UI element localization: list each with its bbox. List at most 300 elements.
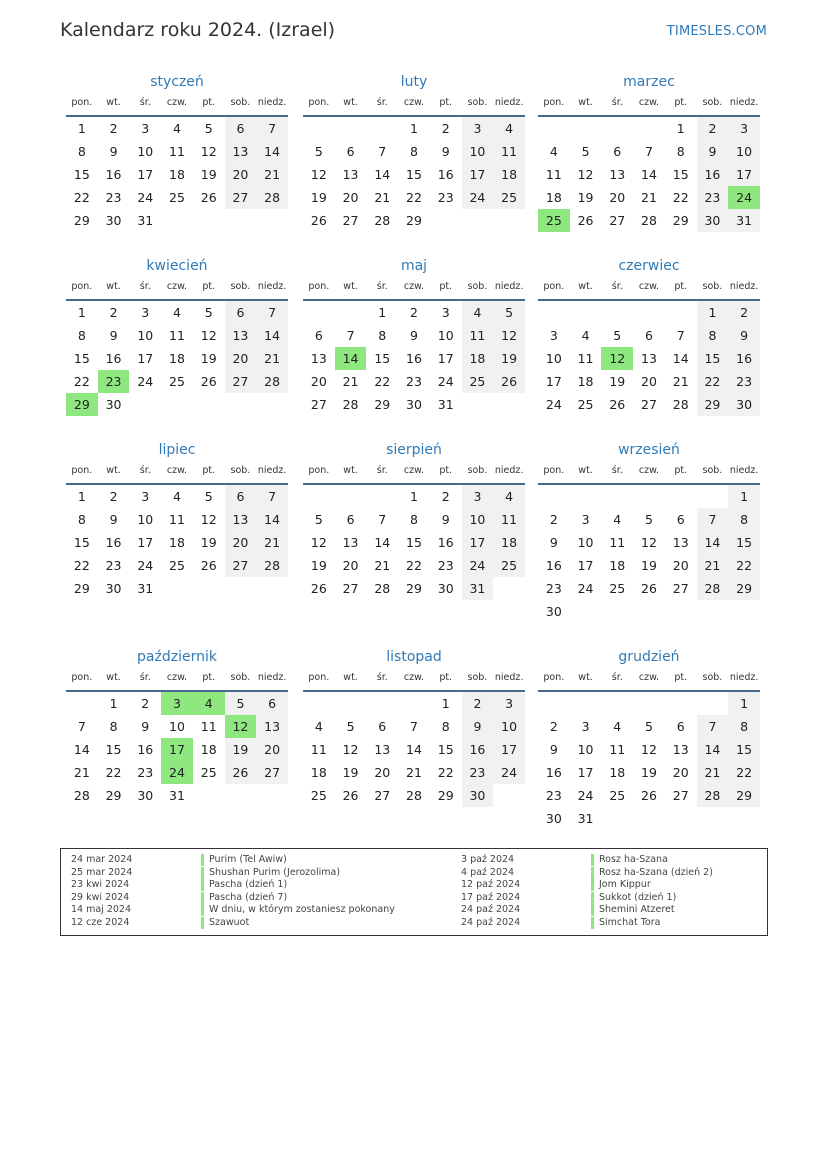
day-cell: 10 (169, 719, 185, 734)
day-cell: 31 (462, 577, 494, 600)
day-cell: 26 (609, 397, 626, 412)
day-grid (66, 117, 288, 232)
day-cell: 30 (545, 604, 562, 619)
day-cell: 20 (310, 374, 327, 389)
legend-row (71, 917, 411, 930)
weekday-label: sob. (230, 465, 251, 476)
day-cell: 29 (697, 393, 729, 416)
day-cell: 13 (374, 742, 391, 757)
day-cell: 19 (577, 190, 594, 205)
empty-cell (633, 301, 665, 324)
day-cell: 27 (225, 186, 257, 209)
legend-date: 12 cze 2024 (71, 916, 130, 928)
day-cell: 30 (437, 581, 454, 596)
weekday-label: pt. (674, 97, 688, 108)
holiday-day-cell: 24 (161, 761, 193, 784)
day-cell: 29 (374, 397, 391, 412)
day-cell: 27 (609, 213, 626, 228)
weekday-label: niedz. (729, 97, 759, 108)
weekday-label: czw. (403, 97, 425, 108)
day-cell: 15 (728, 531, 760, 554)
day-cell: 5 (645, 512, 653, 527)
month-block (303, 71, 525, 232)
day-cell: 23 (545, 581, 562, 596)
month-block (538, 71, 760, 232)
day-cell: 9 (441, 144, 450, 159)
day-cell: 10 (493, 715, 525, 738)
weekday-label: wt. (343, 672, 358, 683)
weekday-label: czw. (166, 281, 188, 292)
day-cell: 8 (728, 508, 760, 531)
day-cell: 3 (441, 305, 450, 320)
day-cell: 4 (493, 485, 525, 508)
holiday-day-cell: 3 (161, 692, 193, 715)
day-cell: 1 (410, 489, 418, 504)
day-cell: 27 (641, 397, 657, 412)
weekday-label: pon. (308, 672, 330, 683)
day-cell: 19 (200, 535, 217, 550)
day-cell: 20 (641, 374, 657, 389)
day-cell: 25 (577, 397, 594, 412)
legend-holiday-name: Pascha (dzień 1) (201, 879, 287, 891)
day-cell: 14 (406, 742, 422, 757)
day-cell: 14 (374, 167, 391, 182)
day-cell: 28 (374, 581, 391, 596)
day-cell: 25 (310, 788, 327, 803)
day-cell: 22 (73, 190, 90, 205)
day-cell: 23 (105, 558, 122, 573)
weekday-header (303, 461, 525, 485)
holiday-day-cell: 17 (161, 738, 193, 761)
weekday-label: pon. (308, 97, 330, 108)
day-cell: 3 (581, 719, 590, 734)
day-cell: 22 (728, 761, 760, 784)
day-cell: 29 (406, 213, 422, 228)
legend-holiday-name: Rosz ha-Szana (591, 854, 668, 866)
day-cell: 12 (200, 328, 217, 343)
day-grid (66, 301, 288, 416)
day-cell: 28 (672, 397, 689, 412)
empty-cell (601, 485, 633, 508)
holiday-day-cell: 4 (193, 692, 225, 715)
day-cell: 3 (728, 117, 760, 140)
day-cell: 8 (77, 144, 86, 159)
day-cell: 9 (462, 715, 494, 738)
day-cell: 27 (225, 370, 257, 393)
day-cell: 9 (141, 719, 150, 734)
weekday-header (66, 277, 288, 301)
day-cell: 26 (641, 788, 657, 803)
day-cell: 13 (342, 167, 359, 182)
weekday-label: sob. (230, 672, 251, 683)
legend-row (461, 892, 761, 905)
day-cell: 18 (609, 765, 626, 780)
day-cell: 18 (310, 765, 327, 780)
empty-cell (303, 117, 335, 140)
day-cell: 7 (256, 117, 288, 140)
legend-holiday-name: Shemini Atzeret (591, 904, 675, 916)
day-cell: 20 (672, 558, 689, 573)
day-cell: 7 (346, 328, 355, 343)
legend-holiday-name: Rosz ha-Szana (dzień 2) (591, 867, 713, 879)
weekday-label: pt. (439, 281, 453, 292)
holiday-day-cell: 14 (335, 347, 367, 370)
day-cell: 13 (256, 715, 288, 738)
weekday-label: śr. (139, 97, 151, 108)
day-cell: 15 (406, 535, 422, 550)
day-cell: 19 (200, 167, 217, 182)
day-cell: 14 (256, 508, 288, 531)
day-cell: 4 (173, 489, 181, 504)
month-name: wrzesień (618, 442, 680, 458)
day-cell: 8 (77, 328, 86, 343)
month-block (538, 255, 760, 416)
day-cell: 9 (109, 328, 118, 343)
day-cell: 24 (545, 397, 562, 412)
empty-cell (66, 692, 98, 715)
day-cell: 16 (137, 742, 154, 757)
weekday-label: wt. (106, 672, 121, 683)
day-cell: 13 (225, 324, 257, 347)
weekday-label: śr. (611, 672, 623, 683)
day-cell: 8 (109, 719, 118, 734)
day-cell: 17 (728, 163, 760, 186)
day-cell: 21 (374, 558, 391, 573)
empty-cell (335, 301, 367, 324)
day-cell: 30 (697, 209, 729, 232)
site-logo-link[interactable]: TIMESLES.COM (666, 24, 767, 39)
weekday-label: pt. (439, 465, 453, 476)
empty-cell (665, 485, 697, 508)
day-cell: 28 (256, 186, 288, 209)
weekday-label: niedz. (257, 281, 287, 292)
day-cell: 20 (342, 190, 359, 205)
day-cell: 7 (410, 719, 418, 734)
day-cell: 12 (200, 144, 217, 159)
day-cell: 25 (493, 554, 525, 577)
month-block (538, 439, 760, 623)
day-cell: 12 (641, 535, 657, 550)
day-cell: 11 (609, 535, 626, 550)
day-cell: 26 (310, 213, 327, 228)
day-cell: 30 (545, 811, 562, 826)
day-cell: 20 (225, 531, 257, 554)
weekday-label: niedz. (729, 465, 759, 476)
weekday-label: pon. (71, 97, 93, 108)
weekday-label: pt. (674, 465, 688, 476)
day-cell: 24 (493, 761, 525, 784)
weekday-label: pon. (543, 281, 565, 292)
day-cell: 29 (728, 577, 760, 600)
day-cell: 6 (225, 485, 257, 508)
day-cell: 11 (545, 167, 562, 182)
legend-holiday-name: Simchat Tora (591, 917, 660, 929)
day-cell: 2 (109, 305, 118, 320)
empty-cell (335, 117, 367, 140)
day-cell: 21 (406, 765, 422, 780)
day-cell: 19 (200, 351, 217, 366)
day-cell: 23 (437, 558, 454, 573)
day-grid (538, 301, 760, 416)
empty-cell (601, 301, 633, 324)
empty-cell (633, 117, 665, 140)
day-cell: 5 (204, 121, 213, 136)
weekday-header (66, 668, 288, 692)
weekday-label: śr. (376, 465, 388, 476)
day-grid (303, 301, 525, 416)
day-cell: 8 (728, 715, 760, 738)
day-cell: 24 (577, 581, 594, 596)
day-cell: 28 (73, 788, 90, 803)
empty-cell (601, 117, 633, 140)
day-cell: 3 (462, 485, 494, 508)
day-cell: 5 (204, 305, 213, 320)
day-cell: 7 (256, 301, 288, 324)
empty-cell (697, 692, 729, 715)
day-cell: 31 (137, 581, 154, 596)
empty-cell (303, 485, 335, 508)
legend-row (461, 867, 761, 880)
day-cell: 7 (697, 508, 729, 531)
weekday-label: pt. (439, 672, 453, 683)
legend-holiday-name: Purim (Tel Awiw) (201, 854, 287, 866)
day-cell: 29 (672, 213, 689, 228)
day-cell: 19 (493, 347, 525, 370)
weekday-label: niedz. (257, 97, 287, 108)
empty-cell (366, 117, 398, 140)
day-cell: 15 (672, 167, 689, 182)
weekday-label: pt. (439, 97, 453, 108)
day-cell: 7 (256, 485, 288, 508)
day-grid (303, 485, 525, 600)
day-cell: 3 (549, 328, 558, 343)
weekday-label: śr. (376, 281, 388, 292)
day-cell: 13 (672, 535, 689, 550)
day-cell: 17 (577, 765, 594, 780)
month-block (303, 255, 525, 416)
month-block (66, 255, 288, 416)
weekday-label: sob. (467, 672, 488, 683)
day-cell: 10 (137, 512, 154, 527)
day-cell: 16 (105, 535, 122, 550)
day-cell: 3 (141, 121, 150, 136)
day-cell: 21 (73, 765, 90, 780)
day-cell: 19 (641, 558, 657, 573)
day-cell: 22 (728, 554, 760, 577)
day-cell: 21 (374, 190, 391, 205)
day-cell: 25 (169, 190, 185, 205)
day-cell: 18 (169, 167, 185, 182)
day-cell: 6 (676, 719, 685, 734)
day-cell: 22 (672, 190, 689, 205)
day-cell: 21 (641, 190, 657, 205)
day-cell: 28 (697, 577, 729, 600)
month-name: grudzień (618, 649, 680, 665)
day-cell: 24 (137, 374, 154, 389)
day-cell: 4 (462, 301, 494, 324)
empty-cell (538, 301, 570, 324)
day-cell: 19 (609, 374, 626, 389)
weekday-label: czw. (166, 672, 188, 683)
day-cell: 23 (462, 761, 494, 784)
day-cell: 20 (225, 347, 257, 370)
day-cell: 22 (73, 374, 90, 389)
day-cell: 21 (256, 163, 288, 186)
day-cell: 1 (676, 121, 685, 136)
weekday-label: sob. (702, 281, 723, 292)
day-cell: 16 (462, 738, 494, 761)
day-cell: 21 (256, 531, 288, 554)
weekday-label: czw. (166, 97, 188, 108)
day-cell: 10 (577, 535, 594, 550)
holiday-day-cell: 25 (538, 209, 570, 232)
day-cell: 10 (545, 351, 562, 366)
weekday-label: sob. (467, 465, 488, 476)
day-cell: 14 (256, 324, 288, 347)
day-cell: 7 (378, 144, 387, 159)
day-cell: 13 (225, 508, 257, 531)
day-cell: 12 (493, 324, 525, 347)
day-cell: 25 (200, 765, 217, 780)
weekday-header (538, 461, 760, 485)
day-cell: 8 (378, 328, 387, 343)
day-cell: 13 (672, 742, 689, 757)
day-cell: 18 (545, 190, 562, 205)
day-cell: 8 (77, 512, 86, 527)
day-cell: 24 (137, 190, 154, 205)
weekday-label: pt. (674, 281, 688, 292)
legend-row (71, 867, 411, 880)
day-cell: 12 (200, 512, 217, 527)
day-cell: 20 (342, 558, 359, 573)
month-block (66, 71, 288, 232)
day-cell: 29 (728, 784, 760, 807)
day-cell: 27 (672, 788, 689, 803)
day-cell: 1 (728, 485, 760, 508)
day-cell: 26 (493, 370, 525, 393)
day-cell: 18 (493, 531, 525, 554)
day-cell: 2 (728, 301, 760, 324)
day-cell: 18 (169, 351, 185, 366)
day-cell: 21 (697, 554, 729, 577)
day-cell: 5 (581, 144, 590, 159)
day-grid (66, 485, 288, 600)
day-grid (66, 692, 288, 807)
holiday-day-cell: 12 (225, 715, 257, 738)
day-grid (538, 117, 760, 232)
day-cell: 29 (73, 581, 90, 596)
weekday-label: wt. (106, 281, 121, 292)
weekday-label: wt. (343, 465, 358, 476)
legend-date: 3 paź 2024 (461, 854, 515, 865)
weekday-label: wt. (106, 465, 121, 476)
day-cell: 4 (314, 719, 323, 734)
day-grid (303, 117, 525, 232)
day-cell: 18 (169, 535, 185, 550)
day-cell: 15 (437, 742, 454, 757)
day-cell: 17 (437, 351, 454, 366)
day-cell: 28 (697, 784, 729, 807)
day-cell: 6 (613, 144, 622, 159)
day-cell: 16 (728, 347, 760, 370)
legend-holiday-name: Jom Kippur (591, 879, 651, 891)
day-cell: 11 (200, 719, 217, 734)
holiday-day-cell: 24 (728, 186, 760, 209)
day-cell: 29 (73, 213, 90, 228)
day-cell: 23 (406, 374, 422, 389)
month-block (538, 646, 760, 830)
day-cell: 14 (73, 742, 90, 757)
day-cell: 27 (310, 397, 327, 412)
day-cell: 14 (697, 531, 729, 554)
month-name: październik (137, 649, 217, 665)
day-cell: 22 (406, 190, 422, 205)
day-cell: 31 (577, 811, 594, 826)
day-cell: 5 (314, 512, 323, 527)
day-cell: 4 (613, 719, 622, 734)
day-cell: 9 (109, 512, 118, 527)
empty-cell (303, 692, 335, 715)
day-cell: 26 (200, 190, 217, 205)
day-cell: 18 (462, 347, 494, 370)
day-cell: 10 (137, 144, 154, 159)
weekday-label: niedz. (494, 465, 524, 476)
empty-cell (538, 692, 570, 715)
day-cell: 8 (410, 144, 418, 159)
day-cell: 11 (462, 324, 494, 347)
weekday-label: niedz. (729, 672, 759, 683)
month-block (303, 439, 525, 600)
day-cell: 8 (697, 324, 729, 347)
weekday-label: wt. (578, 465, 593, 476)
day-cell: 7 (378, 512, 387, 527)
day-cell: 9 (697, 140, 729, 163)
day-cell: 24 (437, 374, 454, 389)
day-cell: 15 (728, 738, 760, 761)
day-cell: 5 (645, 719, 653, 734)
day-cell: 7 (645, 144, 653, 159)
day-cell: 24 (462, 554, 494, 577)
day-cell: 6 (676, 512, 685, 527)
page-title: Kalendarz roku 2024. (Izrael) (60, 19, 336, 41)
day-cell: 24 (137, 558, 154, 573)
day-cell: 9 (109, 144, 118, 159)
day-cell: 29 (406, 581, 422, 596)
day-cell: 16 (105, 167, 122, 182)
weekday-label: sob. (467, 97, 488, 108)
month-name: czerwiec (618, 258, 680, 274)
day-cell: 1 (109, 696, 118, 711)
day-cell: 8 (676, 144, 685, 159)
day-cell: 12 (577, 167, 594, 182)
day-cell: 31 (137, 213, 154, 228)
day-cell: 1 (728, 692, 760, 715)
day-cell: 17 (577, 558, 594, 573)
day-cell: 23 (105, 190, 122, 205)
day-cell: 16 (437, 167, 454, 182)
day-cell: 2 (441, 121, 450, 136)
weekday-label: śr. (139, 672, 151, 683)
day-cell: 11 (609, 742, 626, 757)
weekday-label: wt. (578, 281, 593, 292)
empty-cell (538, 485, 570, 508)
day-cell: 26 (641, 581, 657, 596)
weekday-label: pon. (71, 465, 93, 476)
holiday-legend (60, 848, 768, 936)
day-cell: 13 (342, 535, 359, 550)
day-cell: 7 (77, 719, 86, 734)
day-cell: 2 (549, 512, 558, 527)
